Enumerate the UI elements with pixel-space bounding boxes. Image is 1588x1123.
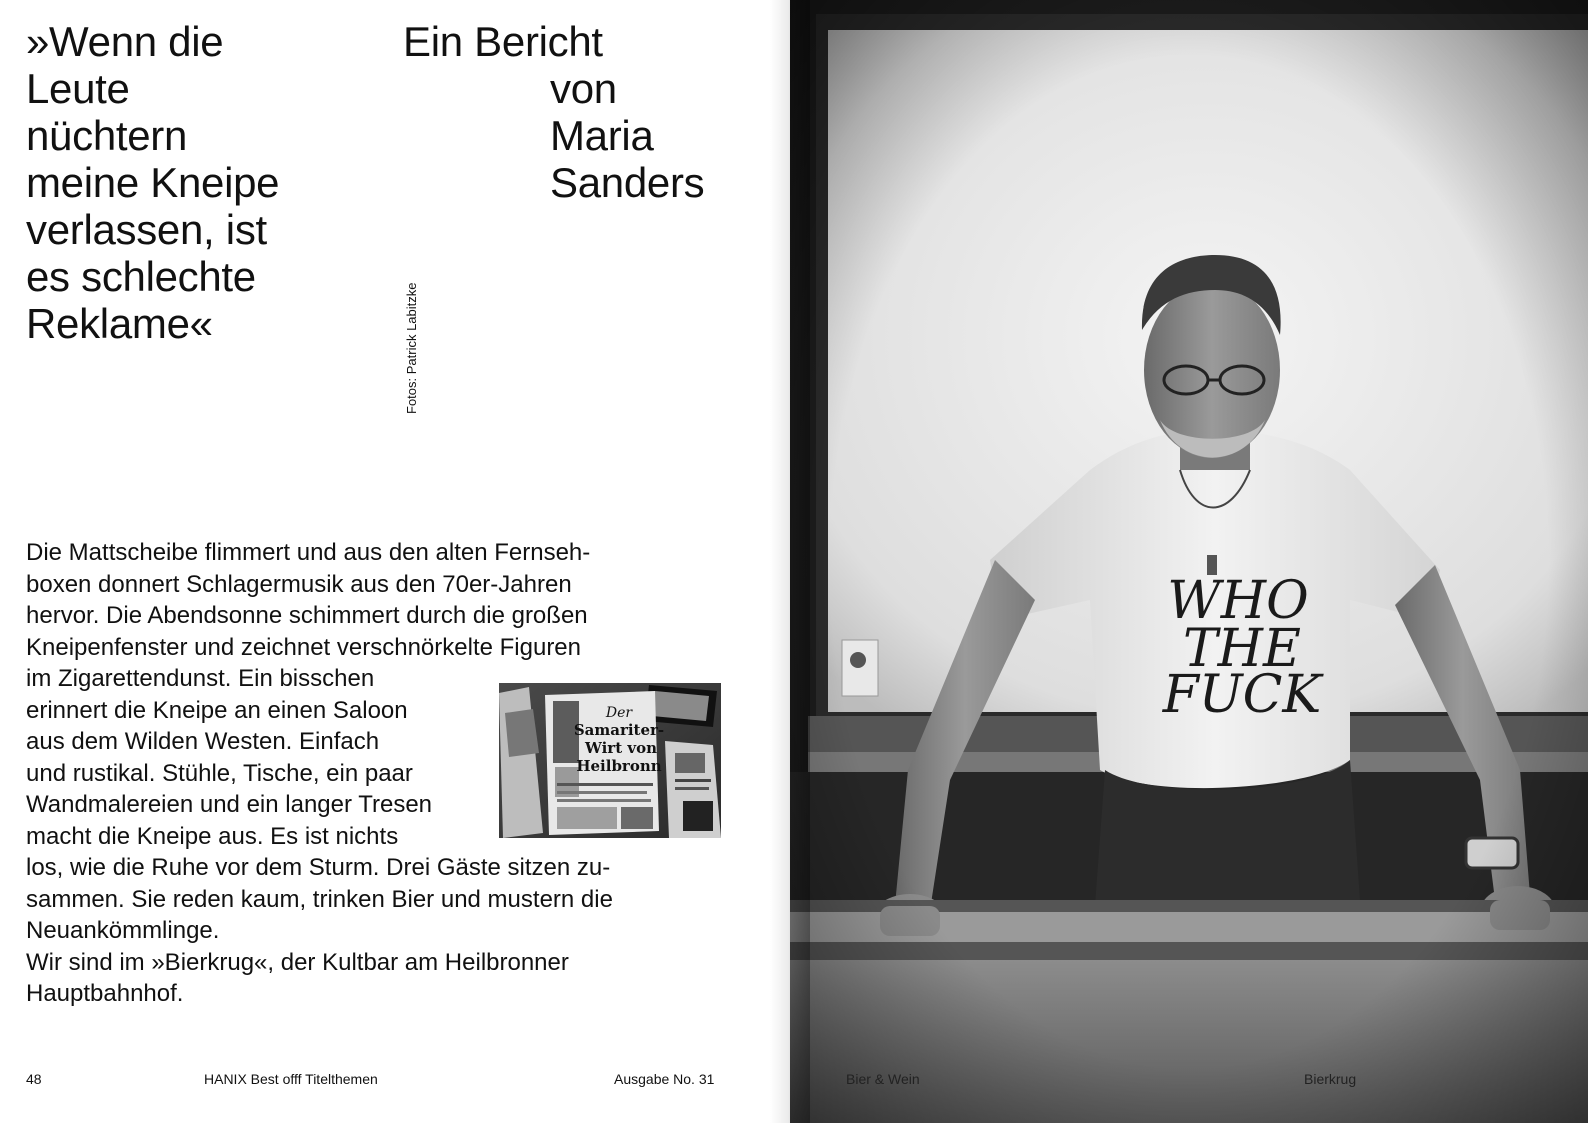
topic-label: Bierkrug bbox=[1304, 1071, 1357, 1087]
right-page bbox=[790, 0, 1588, 1123]
body-line: Wandmalereien und ein langer Tresen bbox=[26, 791, 433, 818]
body-line: im Zigarettendunst. Ein bisschen bbox=[26, 665, 375, 692]
body-line: erinnert die Kneipe an einen Saloon bbox=[26, 696, 408, 724]
byline-line: Ein Bericht bbox=[403, 18, 603, 65]
body-line: Hauptbahnhof. bbox=[26, 980, 184, 1007]
portrait-photo bbox=[790, 0, 1588, 1123]
clipping-headline-text: Samariter- bbox=[573, 721, 665, 739]
headline-line: verlassen, ist bbox=[26, 206, 267, 253]
headline-line: es schlechte bbox=[26, 253, 256, 300]
inset-photo-graphic bbox=[499, 683, 721, 838]
body-line: boxen donnert Schlagermusik aus den 70er-Jahren bbox=[26, 570, 572, 598]
body-line: macht die Kneipe aus. Es ist nichts bbox=[26, 822, 399, 850]
headline-quote bbox=[26, 18, 386, 347]
page-number: 48 bbox=[26, 1071, 42, 1087]
section-label: Bier & Wein bbox=[846, 1071, 920, 1087]
body-line: Kneipenfenster und zeichnet verschnörkelte Figuren bbox=[26, 633, 581, 661]
headline-line: nüchtern bbox=[26, 112, 188, 159]
body-line: und rustikal. Stühle, Tische, ein paar bbox=[26, 759, 413, 787]
body-line: hervor. Die Abendsonne schimmert durch die großen bbox=[26, 602, 588, 629]
body-line: Neuankömmlinge. bbox=[26, 917, 220, 944]
headline-line: Leute bbox=[26, 65, 130, 112]
body-line: Die Mattscheibe flimmert und aus den alten Fernseh- bbox=[26, 539, 591, 566]
headline-line: »Wenn die bbox=[26, 18, 224, 65]
body-line: sammen. Sie reden kaum, trinken Bier und mustern die bbox=[26, 885, 613, 913]
clipping-headline-text: Heilbronn bbox=[576, 757, 662, 775]
author-byline bbox=[403, 18, 743, 206]
body-line: los, wie die Ruhe vor dem Sturm. Drei Gäste sitzen zu- bbox=[26, 854, 611, 881]
byline-author-last: Sanders bbox=[550, 159, 705, 206]
clipping-headline-text: Wirt von bbox=[585, 739, 657, 757]
publication-title: HANIX Best offf Titelthemen bbox=[204, 1071, 378, 1087]
photo-credit: Fotos: Patrick Labitzke bbox=[404, 282, 419, 414]
headline-line: meine Kneipe bbox=[26, 159, 280, 206]
clipping-headline-text: Der bbox=[605, 705, 633, 721]
issue-number: Ausgabe No. 31 bbox=[614, 1071, 715, 1087]
byline-line: von bbox=[550, 65, 617, 112]
body-line: aus dem Wilden Westen. Einfach bbox=[26, 728, 380, 755]
headline-line: Reklame« bbox=[26, 300, 213, 347]
body-line: Wir sind im »Bierkrug«, der Kultbar am Heilbronner bbox=[26, 948, 569, 976]
left-page bbox=[0, 0, 790, 1123]
inset-photo-newspaper-clipping bbox=[499, 683, 721, 838]
byline-author-first: Maria bbox=[550, 112, 654, 159]
